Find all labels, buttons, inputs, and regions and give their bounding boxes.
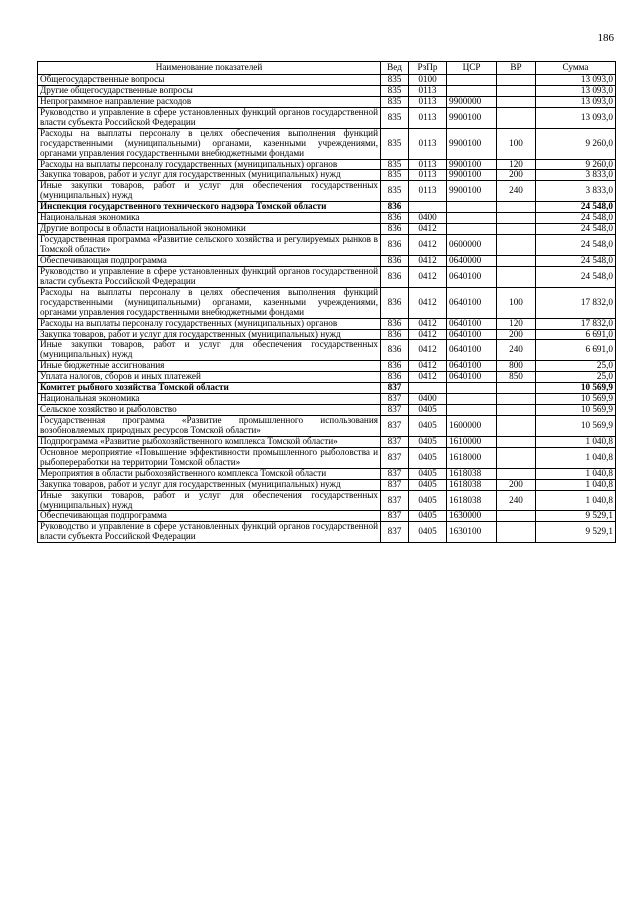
cell-rzpr: 0412 (409, 235, 447, 256)
cell-sum: 24 548,0 (536, 266, 616, 287)
cell-name: Расходы на выплаты персоналу государственных (муниципальных) органов (38, 159, 381, 170)
cell-sum: 25,0 (536, 361, 616, 372)
cell-vr (497, 255, 536, 266)
cell-sum: 17 832,0 (536, 287, 616, 318)
cell-name: Закупка товаров, работ и услуг для государственных (муниципальных) нужд (38, 329, 381, 340)
cell-sum: 24 548,0 (536, 213, 616, 224)
cell-sum: 13 093,0 (536, 96, 616, 107)
cell-rzpr: 0113 (409, 96, 447, 107)
cell-csr: 0640100 (447, 372, 497, 383)
cell-vr (497, 107, 536, 128)
table-row (38, 159, 616, 170)
cell-rzpr: 0100 (409, 75, 447, 86)
cell-sum: 10 569,9 (536, 405, 616, 416)
cell-csr: 0640100 (447, 329, 497, 340)
table-row (38, 447, 616, 468)
table-row (38, 224, 616, 235)
table-row (38, 128, 616, 159)
cell-vr (497, 394, 536, 405)
cell-sum: 9 260,0 (536, 128, 616, 159)
cell-ved: 835 (381, 128, 409, 159)
header-csr: ЦСР (447, 62, 497, 75)
page-number: 186 (597, 32, 614, 44)
cell-vr: 240 (497, 181, 536, 202)
cell-ved: 836 (381, 318, 409, 329)
cell-csr: 0640100 (447, 318, 497, 329)
cell-ved: 836 (381, 361, 409, 372)
table-row (38, 372, 616, 383)
cell-csr: 0640100 (447, 361, 497, 372)
cell-csr: 9900100 (447, 170, 497, 181)
cell-rzpr: 0405 (409, 416, 447, 437)
cell-ved: 837 (381, 468, 409, 479)
cell-sum: 25,0 (536, 372, 616, 383)
cell-vr: 240 (497, 490, 536, 511)
cell-rzpr: 0113 (409, 107, 447, 128)
table-row (38, 511, 616, 522)
cell-name: Непрограммное направление расходов (38, 96, 381, 107)
cell-name: Национальная экономика (38, 394, 381, 405)
cell-name: Национальная экономика (38, 213, 381, 224)
cell-rzpr: 0113 (409, 170, 447, 181)
cell-vr: 200 (497, 329, 536, 340)
cell-vr: 850 (497, 372, 536, 383)
cell-ved: 837 (381, 405, 409, 416)
cell-csr (447, 405, 497, 416)
cell-csr (447, 383, 497, 394)
cell-rzpr: 0412 (409, 372, 447, 383)
table-row (38, 361, 616, 372)
cell-vr (497, 235, 536, 256)
table-row (38, 318, 616, 329)
cell-csr: 9900000 (447, 96, 497, 107)
cell-csr: 9900100 (447, 181, 497, 202)
cell-rzpr: 0412 (409, 287, 447, 318)
table-row (38, 266, 616, 287)
cell-name: Расходы на выплаты персоналу в целях обеспечения выполнения функций государственными (муниципальными) органами, казенными учреждениями, органами управления государственными внебюджетными фондами (38, 128, 381, 159)
cell-vr: 120 (497, 159, 536, 170)
cell-ved: 837 (381, 436, 409, 447)
cell-sum: 1 040,8 (536, 468, 616, 479)
cell-sum: 13 093,0 (536, 85, 616, 96)
table-row (38, 468, 616, 479)
cell-csr: 1618000 (447, 447, 497, 468)
header-ved: Вед (381, 62, 409, 75)
cell-sum: 10 569,9 (536, 416, 616, 437)
table-row (38, 107, 616, 128)
table-row (38, 329, 616, 340)
cell-ved: 836 (381, 202, 409, 213)
cell-name: Мероприятия в области рыбохозяйственного комплекса Томской области (38, 468, 381, 479)
cell-ved: 837 (381, 522, 409, 543)
cell-rzpr: 0405 (409, 436, 447, 447)
cell-rzpr: 0400 (409, 213, 447, 224)
cell-csr: 1618038 (447, 468, 497, 479)
cell-name: Иные закупки товаров, работ и услуг для обеспечения государственных (муниципальных) нужд (38, 340, 381, 361)
cell-sum: 13 093,0 (536, 75, 616, 86)
table-row (38, 436, 616, 447)
table-row (38, 181, 616, 202)
table-row (38, 75, 616, 86)
cell-ved: 835 (381, 96, 409, 107)
cell-ved: 836 (381, 235, 409, 256)
cell-name: Государственная программа «Развитие промышленного использования возобновляемых природных ресурсов Томской области» (38, 416, 381, 437)
cell-ved: 837 (381, 383, 409, 394)
cell-ved: 837 (381, 490, 409, 511)
cell-rzpr: 0113 (409, 159, 447, 170)
cell-name: Закупка товаров, работ и услуг для государственных (муниципальных) нужд (38, 479, 381, 490)
cell-name: Сельское хозяйство и рыболовство (38, 405, 381, 416)
cell-ved: 837 (381, 511, 409, 522)
cell-sum: 24 548,0 (536, 255, 616, 266)
table-row (38, 96, 616, 107)
cell-name: Общегосударственные вопросы (38, 75, 381, 86)
cell-ved: 836 (381, 287, 409, 318)
cell-vr (497, 468, 536, 479)
cell-sum: 1 040,8 (536, 490, 616, 511)
cell-rzpr: 0405 (409, 468, 447, 479)
cell-ved: 836 (381, 266, 409, 287)
cell-rzpr: 0412 (409, 318, 447, 329)
cell-ved: 837 (381, 394, 409, 405)
cell-ved: 836 (381, 340, 409, 361)
cell-sum: 10 569,9 (536, 383, 616, 394)
cell-sum: 3 833,0 (536, 170, 616, 181)
table-row (38, 235, 616, 256)
cell-csr: 1618038 (447, 479, 497, 490)
cell-name: Обеспечивающая подпрограмма (38, 255, 381, 266)
cell-sum: 9 529,1 (536, 522, 616, 543)
cell-vr (497, 224, 536, 235)
cell-rzpr: 0412 (409, 224, 447, 235)
cell-vr (497, 202, 536, 213)
cell-name: Другие вопросы в области национальной экономики (38, 224, 381, 235)
cell-name: Руководство и управление в сфере установленных функций органов государственной власти субъекта Российской Федерации (38, 522, 381, 543)
cell-rzpr: 0405 (409, 405, 447, 416)
cell-vr (497, 436, 536, 447)
cell-csr (447, 75, 497, 86)
cell-csr (447, 394, 497, 405)
table-row (38, 479, 616, 490)
cell-csr (447, 224, 497, 235)
cell-csr: 0640100 (447, 340, 497, 361)
table-row (38, 522, 616, 543)
cell-rzpr: 0405 (409, 511, 447, 522)
cell-sum: 3 833,0 (536, 181, 616, 202)
cell-rzpr (409, 383, 447, 394)
cell-sum: 24 548,0 (536, 202, 616, 213)
cell-vr: 100 (497, 128, 536, 159)
cell-vr: 120 (497, 318, 536, 329)
cell-vr (497, 266, 536, 287)
cell-csr: 9900100 (447, 128, 497, 159)
cell-name: Обеспечивающая подпрограмма (38, 511, 381, 522)
cell-name: Иные закупки товаров, работ и услуг для обеспечения государственных (муниципальных) нужд (38, 181, 381, 202)
cell-name: Иные бюджетные ассигнования (38, 361, 381, 372)
cell-csr: 1630000 (447, 511, 497, 522)
cell-rzpr: 0113 (409, 181, 447, 202)
cell-name: Иные закупки товаров, работ и услуг для обеспечения государственных (муниципальных) нужд (38, 490, 381, 511)
cell-sum: 1 040,8 (536, 479, 616, 490)
cell-sum: 24 548,0 (536, 235, 616, 256)
cell-ved: 837 (381, 416, 409, 437)
cell-csr: 1610000 (447, 436, 497, 447)
cell-name: Расходы на выплаты персоналу государственных (муниципальных) органов (38, 318, 381, 329)
header-name: Наименование показателей (38, 62, 381, 75)
cell-name: Руководство и управление в сфере установленных функций органов государственной власти субъекта Российской Федерации (38, 107, 381, 128)
cell-ved: 837 (381, 447, 409, 468)
cell-ved: 835 (381, 170, 409, 181)
cell-csr: 1630100 (447, 522, 497, 543)
cell-rzpr: 0412 (409, 255, 447, 266)
table-row (38, 170, 616, 181)
cell-rzpr: 0412 (409, 361, 447, 372)
cell-ved: 836 (381, 224, 409, 235)
cell-rzpr: 0405 (409, 479, 447, 490)
cell-rzpr: 0113 (409, 85, 447, 96)
cell-sum: 9 529,1 (536, 511, 616, 522)
cell-vr (497, 447, 536, 468)
cell-vr: 100 (497, 287, 536, 318)
table-row (38, 490, 616, 511)
cell-vr (497, 405, 536, 416)
cell-rzpr: 0400 (409, 394, 447, 405)
cell-sum: 9 260,0 (536, 159, 616, 170)
cell-rzpr: 0412 (409, 340, 447, 361)
cell-ved: 835 (381, 85, 409, 96)
cell-name: Расходы на выплаты персоналу в целях обеспечения выполнения функций государственными (муниципальными) органами, казенными учреждениями, органами управления государственными внебюджетными фондами (38, 287, 381, 318)
header-row (38, 62, 616, 75)
cell-vr (497, 75, 536, 86)
header-sum: Сумма (536, 62, 616, 75)
cell-vr: 200 (497, 479, 536, 490)
cell-vr (497, 96, 536, 107)
cell-csr (447, 213, 497, 224)
cell-rzpr: 0412 (409, 329, 447, 340)
cell-rzpr: 0405 (409, 522, 447, 543)
cell-vr (497, 522, 536, 543)
cell-csr (447, 85, 497, 96)
cell-ved: 837 (381, 479, 409, 490)
cell-vr: 800 (497, 361, 536, 372)
cell-name: Инспекция государственного технического надзора Томской области (38, 202, 381, 213)
cell-csr (447, 202, 497, 213)
cell-vr (497, 383, 536, 394)
table-row (38, 416, 616, 437)
cell-rzpr (409, 202, 447, 213)
cell-name: Комитет рыбного хозяйства Томской области (38, 383, 381, 394)
cell-ved: 836 (381, 255, 409, 266)
cell-sum: 6 691,0 (536, 329, 616, 340)
cell-csr: 1600000 (447, 416, 497, 437)
cell-name: Подпрограмма «Развитие рыбохозяйственного комплекса Томской области» (38, 436, 381, 447)
cell-vr (497, 85, 536, 96)
header-rzpr: РзПр (409, 62, 447, 75)
cell-ved: 836 (381, 213, 409, 224)
table-row (38, 405, 616, 416)
cell-csr: 0640100 (447, 287, 497, 318)
cell-vr (497, 511, 536, 522)
cell-vr (497, 213, 536, 224)
table-row (38, 202, 616, 213)
cell-ved: 835 (381, 181, 409, 202)
cell-sum: 1 040,8 (536, 436, 616, 447)
cell-name: Другие общегосударственные вопросы (38, 85, 381, 96)
cell-ved: 836 (381, 329, 409, 340)
table-row (38, 85, 616, 96)
cell-csr: 0640100 (447, 266, 497, 287)
cell-ved: 836 (381, 372, 409, 383)
cell-rzpr: 0405 (409, 447, 447, 468)
cell-name: Руководство и управление в сфере установленных функций органов государственной власти субъекта Российской Федерации (38, 266, 381, 287)
cell-sum: 17 832,0 (536, 318, 616, 329)
cell-name: Уплата налогов, сборов и иных платежей (38, 372, 381, 383)
cell-vr (497, 416, 536, 437)
cell-ved: 835 (381, 159, 409, 170)
table-row (38, 255, 616, 266)
cell-name: Закупка товаров, работ и услуг для государственных (муниципальных) нужд (38, 170, 381, 181)
cell-csr: 1618038 (447, 490, 497, 511)
cell-vr: 240 (497, 340, 536, 361)
header-vr: ВР (497, 62, 536, 75)
cell-sum: 24 548,0 (536, 224, 616, 235)
cell-csr: 9900100 (447, 107, 497, 128)
cell-name: Государственная программа «Развитие сельского хозяйства и регулируемых рынков в Томской области» (38, 235, 381, 256)
cell-sum: 1 040,8 (536, 447, 616, 468)
cell-csr: 0640000 (447, 255, 497, 266)
cell-sum: 6 691,0 (536, 340, 616, 361)
cell-csr: 0600000 (447, 235, 497, 256)
table-row (38, 383, 616, 394)
cell-rzpr: 0412 (409, 266, 447, 287)
cell-rzpr: 0113 (409, 128, 447, 159)
cell-sum: 10 569,9 (536, 394, 616, 405)
table-row (38, 340, 616, 361)
cell-sum: 13 093,0 (536, 107, 616, 128)
cell-csr: 9900100 (447, 159, 497, 170)
table-row (38, 213, 616, 224)
cell-rzpr: 0405 (409, 490, 447, 511)
table-row (38, 394, 616, 405)
cell-ved: 835 (381, 75, 409, 86)
cell-ved: 835 (381, 107, 409, 128)
cell-vr: 200 (497, 170, 536, 181)
budget-table (37, 61, 616, 543)
table-row (38, 287, 616, 318)
cell-name: Основное мероприятие «Повышение эффективности промышленного рыболовства и рыбопереработки на территории Томской области» (38, 447, 381, 468)
